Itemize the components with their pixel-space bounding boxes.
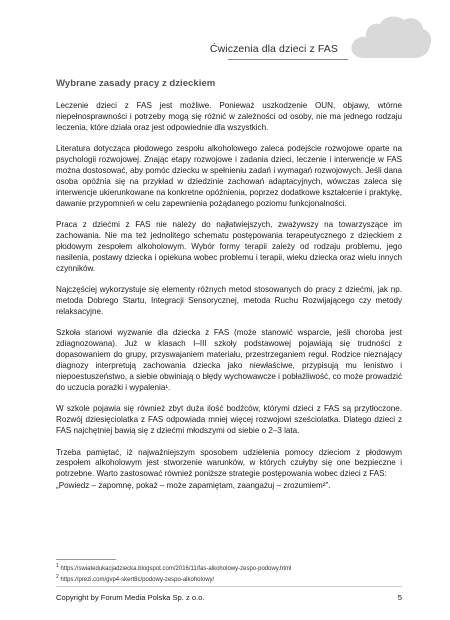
footer-divider: [56, 586, 402, 587]
footnote-link[interactable]: https://prezi.com/gvp4-skert8c/podowy-zespo-alkoholowy/: [60, 577, 215, 583]
page-content: [56, 78, 402, 502]
footer-copyright: Copyright by Forum Media Polska Sp. z o.o.: [56, 593, 205, 602]
footnote-link[interactable]: https://swiatedukacjadziecka.blogspot.com/2016/11/fas-alkoholowy-zespo-podowy.html: [60, 566, 292, 572]
paragraph-1: Leczenie dzieci z FAS jest możliwe. Ponieważ uszkodzenie OUN, objawy, wtórne niepełnosprawności i potrzeby mogą się różnić w zależności od osoby, nie ma jednego rodzaju leczenia, które działa oraz jest odpowiednie dla wszystkich.: [56, 101, 402, 132]
footnote-2: [56, 573, 402, 584]
quote-paragraph: „Powiedz – zapomnę, pokaż – może zapamiętam, zaangażuj – zrozumiem²”.: [56, 480, 331, 490]
paragraph-3: Praca z dziećmi z FAS nie należy do najłatwiejszych, zważywszy na towarzyszące im zachowania. Nie ma też jednolitego schematu postępowania terapeutycznego z dzieckiem z płodowym zespołem alkoholowym. Wybór formy terapii zależy od rodzaju problemu, jego nasilenia, postawy dziecka i opiekuna wobec problemu i terapii, wieku dziecka oraz wielu innych czynników.: [56, 220, 402, 273]
paragraph-2: Literatura dotycząca płodowego zespołu alkoholowego zaleca podejście rozwojowe oparte na psychologii rozwojowej. Znając etapy rozwojowe i zadania dzieci, leczenie i interwencje w FAS można dostosować, aby pomóc dziecku w spełnieniu zadań i wymagań rozwojowych. Jeśli dana osoba opóźnia się na przykład w dziedzinie zachowań adaptacyjnych, wówczas zaleca się interwencje ukierunkowane na konkretne opóźnienia, poprzez dodatkowe kształcenie i praktykę, dawanie przypomnień w celu zapewnienia pożądanego poziomu funkcjonalności.: [56, 144, 402, 208]
header-title: Ćwiczenia dla dzieci z FAS: [209, 43, 338, 55]
page-number: 5: [397, 593, 402, 602]
paragraph-5: Szkoła stanowi wyzwanie dla dziecka z FAS (może stanowić wsparcie, jeśli choroba jest zdiagnozowana). Już w klasach I–III szkoły podstawowej pojawiają się trudności z dopasowaniem do grupy, przyswajaniem materiału, przestrzeganiem reguł. Rodzice nieznający diagnozy interpretują zachowania dziecka jako niewłaściwe, przypisują mu lenistwo i niepoestuszeństwo, a siebie obwiniają o błędy wychowawcze i pobłażliwość, co może prowadzić do uczucia porażki i wypalenia¹.: [56, 328, 402, 392]
footnote-mark: 1: [56, 563, 59, 569]
paragraph-6: W szkole pojawia się również zbyt duża ilość bodźców, którymi dzieci z FAS są przytłoczone. Rozwój dziesięciolatka z FAS odpowiada mniej więcej rozwojowi sześciolatka. Dlatego dzieci z FAS najchętniej bawią się z dziećmi młodszymi od siebie o 2–3 lata.: [56, 404, 402, 436]
paragraph-7: Trzeba pamiętać, iż najważniejszym sposobem udzielenia pomocy dzieciom z płodowym zespołem alkoholowym jest stworzenie warunków, w których czułyby się one bezpieczne i potrzebne. Warto zastosować również poniższe strategie postępowania wobec dzieci z FAS:: [56, 447, 402, 479]
header-divider: [228, 59, 348, 60]
cloud-icon: [350, 14, 432, 60]
page-header: [0, 0, 450, 70]
paragraph-4: Najczęściej wykorzystuje się elementy różnych metod stosowanych do pracy z dziećmi, jak np. metoda Dobrego Startu, Integracji Sensorycznej, metoda Ruchu Rozwijającego czy metody relaksacyjne.: [56, 285, 402, 316]
footnotes: [56, 562, 402, 584]
footnote-mark: 2: [56, 574, 59, 580]
footnote-1: [56, 562, 402, 573]
footnote-divider: [56, 559, 116, 560]
section-heading: Wybrane zasady pracy z dzieckiem: [56, 78, 216, 89]
